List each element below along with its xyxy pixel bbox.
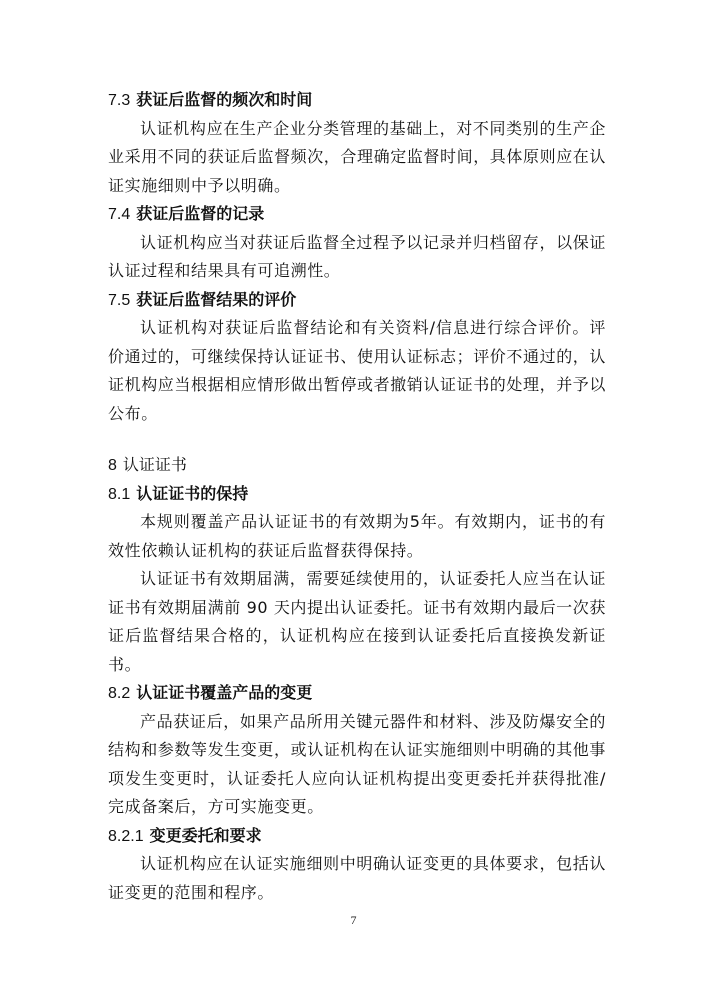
section-title: 获证后监督的频次和时间 [136, 90, 313, 109]
section-number: 8 [108, 457, 117, 474]
section-heading-8 [108, 451, 606, 480]
paragraph: 认证机构应在生产企业分类管理的基础上，对不同类别的生产企业采用不同的获证后监督频次，合理确定监督时间，具体原则应在认证实施细则中予以明确。 [108, 118, 607, 195]
section-title: 变更委托和要求 [149, 825, 262, 845]
section-title: 获证后监督的记录 [136, 204, 265, 223]
page-content [108, 86, 606, 907]
paragraph: 认证证书有效期届满，需要延续使用的，认证委托人应当在认证证书有效期届满前 90 天内提出认证委托。证书有效期内最后一次获证后监督结果合格的，认证机构应在接到认证委托后直接换发新证书。 [108, 569, 606, 674]
section-heading-8-2 [108, 679, 606, 708]
section-heading-7-4 [108, 200, 606, 229]
section-heading-8-1 [108, 480, 606, 509]
section-heading-7-3 [108, 86, 606, 115]
section-title: 认证证书的保持 [136, 483, 249, 503]
section-number: 7.3 [108, 92, 131, 109]
page-number: 7 [350, 913, 357, 927]
section-number: 7.5 [108, 291, 131, 309]
section-title: 获证后监督结果的评价 [136, 289, 297, 309]
section-title: 认证证书 [122, 455, 187, 474]
paragraph: 认证机构应在认证实施细则中明确认证变更的具体要求，包括认证变更的范围和程序。 [108, 854, 606, 902]
paragraph: 认证机构应当对获证后监督全过程予以记录并归档留存，以保证认证过程和结果具有可追溯性。 [108, 232, 606, 280]
section-title: 认证证书覆盖产品的变更 [136, 683, 313, 702]
paragraph: 认证机构对获证后监督结论和有关资料/信息进行综合评价。评价通过的，可继续保持认证证书、使用认证标志；评价不通过的，认证机构应当根据相应情形做出暂停或者撤销认证证书的处理，并予以公布。 [108, 318, 607, 423]
section-number: 7.4 [108, 206, 131, 223]
section-number: 8.1 [108, 485, 131, 503]
section-heading-8-2-1 [108, 822, 606, 851]
section-heading-7-5 [108, 286, 606, 315]
paragraph: 本规则覆盖产品认证证书的有效期为5年。有效期内，证书的有效性依赖认证机构的获证后监督获得保持。 [108, 512, 606, 560]
section-number: 8.2 [108, 685, 131, 702]
paragraph: 产品获证后，如果产品所用关键元器件和材料、涉及防爆安全的结构和参数等发生变更，或认证机构在认证实施细则中明确的其他事项发生变更时，认证委托人应向认证机构提出变更委托并获得批准/完成备案后，方可实施变更。 [108, 711, 607, 816]
section-number: 8.2.1 [108, 827, 144, 845]
